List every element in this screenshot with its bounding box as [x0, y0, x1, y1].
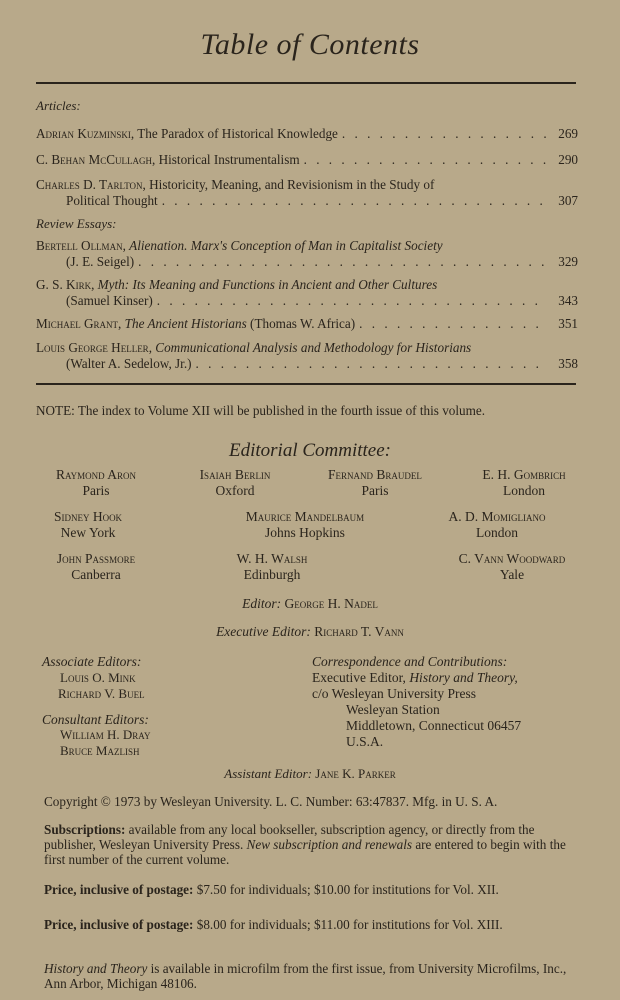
article-author: Adrian Kuzminski, [36, 126, 135, 141]
review-entry[interactable] [36, 340, 578, 372]
article-title-cont: Political Thought [66, 193, 158, 208]
article-page: 307 [558, 193, 578, 208]
microfilm-paragraph: History and Theory is available in microfilm from the first issue, from University Microfilms, Inc., Ann Arbor, Michigan 48106. [44, 961, 567, 991]
review-title: The Ancient Historians [124, 316, 247, 331]
committee-member: John Passmore Canberra [56, 551, 136, 582]
article-title: The Paradox of Historical Knowledge [137, 126, 338, 141]
committee-member: W. H. Walsh Edinburgh [236, 551, 308, 582]
editor-line: Editor: George H. Nadel [242, 596, 378, 611]
review-author: Louis George Heller, [36, 340, 152, 355]
associate-editor: Louis O. Mink [60, 670, 136, 685]
associate-editors-label: Associate Editors: [42, 654, 142, 669]
review-entry[interactable] [36, 277, 578, 309]
review-author: G. S. Kirk, [36, 277, 95, 292]
leader-dots [342, 126, 548, 142]
articles-label: Articles: [36, 98, 81, 113]
executive-editor-line: Executive Editor: Richard T. Vann [216, 624, 404, 639]
article-page: 290 [558, 152, 578, 167]
review-reviewer: (J. E. Seigel) [66, 254, 135, 269]
review-page: 343 [558, 293, 578, 308]
review-page: 329 [558, 254, 578, 269]
editorial-committee-heading: Editorial Committee: [228, 440, 391, 461]
review-page: 358 [558, 356, 578, 371]
leader-dots [157, 293, 548, 309]
leader-dots [138, 254, 548, 270]
committee-member: Maurice Mandelbaum Johns Hopkins [245, 509, 365, 540]
article-entry[interactable] [36, 126, 578, 142]
leader-dots [304, 152, 548, 168]
correspondence-line: Middletown, Connecticut 06457 [346, 718, 522, 733]
committee-member: Raymond Aron Paris [55, 467, 137, 498]
article-entry[interactable] [36, 177, 578, 209]
review-entry[interactable] [36, 238, 578, 270]
review-reviewer: (Thomas W. Africa) [250, 316, 356, 331]
review-title: Alienation. Marx's Conception of Man in Capitalist Society [129, 238, 443, 253]
price-paragraph-vol-xii: Price, inclusive of postage: $7.50 for individuals; $10.00 for institutions for Vol. XII. [44, 882, 499, 897]
consultant-editor: Bruce Mazlish [60, 743, 140, 758]
article-title: Historical Instrumentalism [158, 152, 300, 167]
article-author: C. Behan McCullagh, [36, 152, 156, 167]
correspondence-line: Wesleyan Station [346, 702, 440, 717]
article-author: Charles D. Tarlton, [36, 177, 146, 192]
committee-member: A. D. Momigliano London [448, 509, 546, 540]
review-title: Myth: Its Meaning and Functions in Ancient and Other Cultures [97, 277, 438, 292]
assistant-editor-line: Assistant Editor: Jane K. Parker [224, 766, 396, 781]
leader-dots [162, 193, 548, 209]
correspondence-line: U.S.A. [346, 734, 384, 749]
review-reviewer: (Samuel Kinser) [66, 293, 153, 308]
price-paragraph-vol-xiii: Price, inclusive of postage: $8.00 for individuals; $11.00 for institutions for Vol. XIII. [44, 917, 503, 932]
committee-member: Sidney Hook New York [53, 509, 123, 540]
review-page: 351 [558, 316, 578, 331]
correspondence-line: c/o Wesleyan University Press [312, 686, 477, 701]
bottom-rule [36, 383, 576, 385]
copyright-line: Copyright © 1973 by Wesleyan University. L. C. Number: 63:47837. Mfg. in U. S. A. [44, 794, 498, 809]
committee-member: Isaiah Berlin Oxford [199, 467, 271, 498]
consultant-editors-label: Consultant Editors: [42, 712, 149, 727]
article-page: 269 [558, 126, 578, 141]
page-title: Table of Contents [200, 28, 420, 61]
article-title: Historicity, Meaning, and Revisionism in the Study of [149, 177, 435, 192]
leader-dots [196, 356, 548, 372]
article-entry[interactable] [36, 152, 578, 168]
committee-member: E. H. Gombrich London [482, 467, 566, 498]
review-title: Communicational Analysis and Methodology for Historians [155, 340, 472, 355]
subscriptions-paragraph: Subscriptions: available from any local bookseller, subscription agency, or directly from the publisher, Wesleyan University Press. New subscription and renewals are entered to begin with the first number of the current volume. [44, 822, 566, 867]
review-author: Bertell Ollman, [36, 238, 126, 253]
correspondence-line: Executive Editor, History and Theory, [312, 670, 518, 685]
leader-dots [359, 316, 548, 332]
committee-member: Fernand Braudel Paris [328, 467, 422, 498]
index-note: NOTE: The index to Volume XII will be published in the fourth issue of this volume. [36, 403, 486, 418]
review-entry[interactable] [36, 316, 578, 332]
review-essays-label: Review Essays: [36, 216, 117, 231]
review-author: Michael Grant, [36, 316, 122, 331]
consultant-editor: William H. Dray [60, 727, 151, 742]
review-reviewer: (Walter A. Sedelow, Jr.) [66, 356, 192, 371]
top-rule [36, 82, 576, 84]
associate-editor: Richard V. Buel [58, 686, 145, 701]
correspondence-label: Correspondence and Contributions: [312, 654, 508, 669]
committee-member: C. Vann Woodward Yale [458, 551, 566, 582]
